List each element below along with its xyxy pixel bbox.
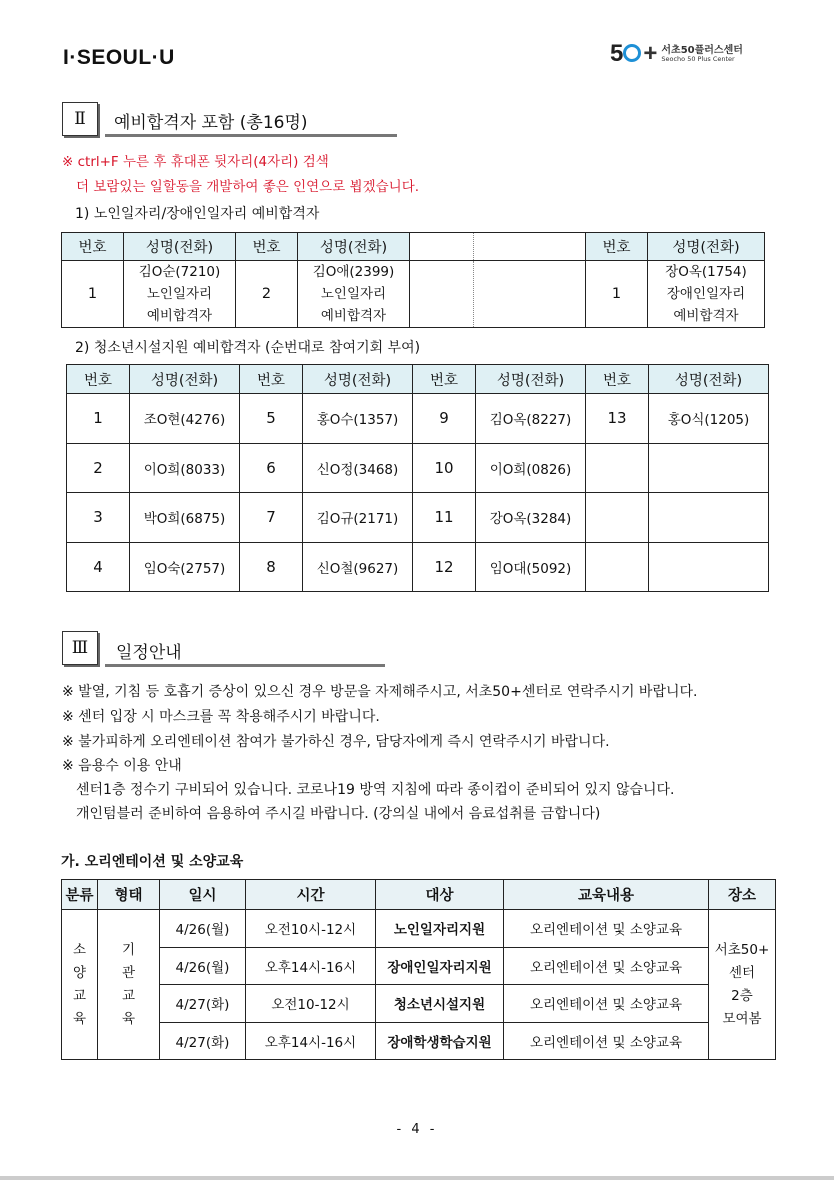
time-cell: 오전10시-12시 — [246, 910, 376, 948]
table-cell: 6 — [240, 443, 303, 493]
header-cell: 성명(전화) — [124, 233, 236, 261]
fifty-plus-mark-icon: 5 + — [610, 40, 657, 67]
header-cell: 번호 — [62, 233, 124, 261]
content-cell: 오리엔테이션 및 소양교육 — [504, 910, 709, 948]
table-cell: 이O희(8033) — [130, 443, 240, 493]
table-cell: 1 — [62, 261, 124, 328]
date-cell: 4/27(화) — [160, 1022, 246, 1060]
section-title: 일정안내 — [116, 643, 182, 663]
table-cell: 홍O식(1205) — [649, 394, 769, 444]
table-cell: 2 — [236, 261, 298, 328]
content-cell: 오리엔테이션 및 소양교육 — [504, 985, 709, 1023]
table-row — [62, 910, 776, 948]
notice-line: ※ 센터 입장 시 마스크를 꼭 착용해주시기 바랍니다. — [62, 709, 380, 725]
reserve-table-2 — [66, 364, 769, 592]
table-cell: 조O현(4276) — [130, 394, 240, 444]
table-cell: 신O정(3468) — [303, 443, 413, 493]
header-cell: 번호 — [586, 233, 648, 261]
table-cell: 장O옥(1754) 장애인일자리 예비합격자 — [648, 261, 765, 328]
header-cell: 번호 — [240, 365, 303, 394]
date-cell: 4/27(화) — [160, 985, 246, 1023]
empty-header-cell — [474, 233, 586, 261]
table-cell: 신O철(9627) — [303, 542, 413, 592]
time-cell: 오후14시-16시 — [246, 1022, 376, 1060]
header-cell: 성명(전화) — [476, 365, 586, 394]
header-cell: 번호 — [236, 233, 298, 261]
section-underline — [105, 664, 385, 667]
page-number: - 4 - — [396, 1122, 438, 1137]
empty-header-cell — [410, 233, 474, 261]
table-cell: 임O숙(2757) — [130, 542, 240, 592]
notice-line: ※ 발열, 기침 등 호흡기 증상이 있으신 경우 방문을 자제해주시고, 서초50+센터로 연락주시기 바랍니다. — [62, 684, 698, 700]
page-bottom-divider — [0, 1176, 834, 1180]
section-underline — [105, 134, 397, 137]
greeting-note: 더 보람있는 일할동을 개발하여 좋은 인연으로 뵙겠습니다. — [76, 179, 420, 195]
target-cell: 장애인일자리지원 — [376, 947, 504, 985]
empty-cell — [410, 261, 474, 328]
table-cell — [586, 443, 649, 493]
table-cell — [586, 542, 649, 592]
target-cell: 장애학생학습지원 — [376, 1022, 504, 1060]
notice-line: 센터1층 정수기 구비되어 있습니다. 코로나19 방역 지침에 따라 종이컵이 준비되어 있지 않습니다. — [76, 782, 675, 798]
table-cell: 임O대(5092) — [476, 542, 586, 592]
reserve-table-1 — [61, 232, 765, 328]
table-cell — [649, 443, 769, 493]
table-cell: 김O애(2399) 노인일자리 예비합격자 — [298, 261, 410, 328]
table-cell: 12 — [413, 542, 476, 592]
table-cell: 김O옥(8227) — [476, 394, 586, 444]
table-cell: 강O옥(3284) — [476, 493, 586, 543]
table-row — [62, 985, 776, 1023]
time-cell: 오후14시-16시 — [246, 947, 376, 985]
notice-line: 개인텀블러 준비하여 음용하여 주시길 바랍니다. (강의실 내에서 음료섭취를 금합니다) — [76, 806, 601, 822]
table-cell: 김O규(2171) — [303, 493, 413, 543]
content-cell: 오리엔테이션 및 소양교육 — [504, 1022, 709, 1060]
table-cell: 1 — [67, 394, 130, 444]
header-cell: 성명(전화) — [298, 233, 410, 261]
header-cell: 장소 — [709, 880, 776, 910]
header-cell: 번호 — [67, 365, 130, 394]
header-cell: 형태 — [98, 880, 160, 910]
center-logo — [610, 36, 772, 72]
notice-line: ※ 불가피하게 오리엔테이션 참여가 불가하신 경우, 담당자에게 즉시 연락주시기 바랍니다. — [62, 734, 610, 750]
subsection-heading: 1) 노인일자리/장애인일자리 예비합격자 — [75, 206, 320, 222]
header-cell: 시간 — [246, 880, 376, 910]
category-cell: 소 양 교 육 — [62, 910, 98, 1060]
table-cell: 3 — [67, 493, 130, 543]
content-cell: 오리엔테이션 및 소양교육 — [504, 947, 709, 985]
notice-line: ※ 음용수 이용 안내 — [62, 758, 182, 774]
seoul-logo: I·SEOUL·U — [63, 46, 175, 69]
header-cell: 번호 — [586, 365, 649, 394]
table-cell: 10 — [413, 443, 476, 493]
table-cell: 9 — [413, 394, 476, 444]
header-cell: 분류 — [62, 880, 98, 910]
table-cell: 13 — [586, 394, 649, 444]
place-cell: 서초50+ 센터 2층 모여봄 — [709, 910, 776, 1060]
table-cell — [649, 542, 769, 592]
table-cell: 홍O수(1357) — [303, 394, 413, 444]
table-cell: 7 — [240, 493, 303, 543]
subsection-heading: 2) 청소년시설지원 예비합격자 (순번대로 참여기회 부여) — [75, 340, 421, 356]
header-cell: 성명(전화) — [649, 365, 769, 394]
header-cell: 성명(전화) — [648, 233, 765, 261]
header-cell: 교육내용 — [504, 880, 709, 910]
target-cell: 노인일자리지원 — [376, 910, 504, 948]
table-row — [67, 443, 769, 493]
header-cell: 번호 — [413, 365, 476, 394]
target-cell: 청소년시설지원 — [376, 985, 504, 1023]
table-cell: 김O순(7210) 노인일자리 예비합격자 — [124, 261, 236, 328]
empty-cell — [474, 261, 586, 328]
type-cell: 기 관 교 육 — [98, 910, 160, 1060]
time-cell: 오전10-12시 — [246, 985, 376, 1023]
table-cell: 박O희(6875) — [130, 493, 240, 543]
table-row — [62, 1022, 776, 1060]
section-number: Ⅲ — [62, 631, 98, 665]
date-cell: 4/26(월) — [160, 910, 246, 948]
table-row — [67, 493, 769, 543]
section-number: Ⅱ — [62, 102, 98, 136]
table-cell: 이O희(0826) — [476, 443, 586, 493]
table-row — [67, 542, 769, 592]
table-cell — [586, 493, 649, 543]
table-cell: 1 — [586, 261, 648, 328]
table-cell: 2 — [67, 443, 130, 493]
center-logo-ko: 서초50플러스센터 — [661, 44, 743, 56]
table-cell: 11 — [413, 493, 476, 543]
header-cell: 대상 — [376, 880, 504, 910]
table-cell: 4 — [67, 542, 130, 592]
search-note: ※ ctrl+F 누른 후 휴대폰 뒷자리(4자리) 검색 — [62, 154, 329, 170]
section-title: 예비합격자 포함 (총16명) — [114, 113, 308, 133]
header-cell: 일시 — [160, 880, 246, 910]
table-row — [62, 947, 776, 985]
header-cell: 성명(전화) — [303, 365, 413, 394]
table-cell: 5 — [240, 394, 303, 444]
table-cell: 8 — [240, 542, 303, 592]
schedule-table — [61, 879, 776, 1060]
table-row — [67, 394, 769, 444]
table-cell — [649, 493, 769, 543]
header-cell: 성명(전화) — [130, 365, 240, 394]
date-cell: 4/26(월) — [160, 947, 246, 985]
center-logo-en: Seocho 50 Plus Center — [661, 54, 735, 63]
subsection-heading: 가. 오리엔테이션 및 소양교육 — [61, 854, 244, 870]
